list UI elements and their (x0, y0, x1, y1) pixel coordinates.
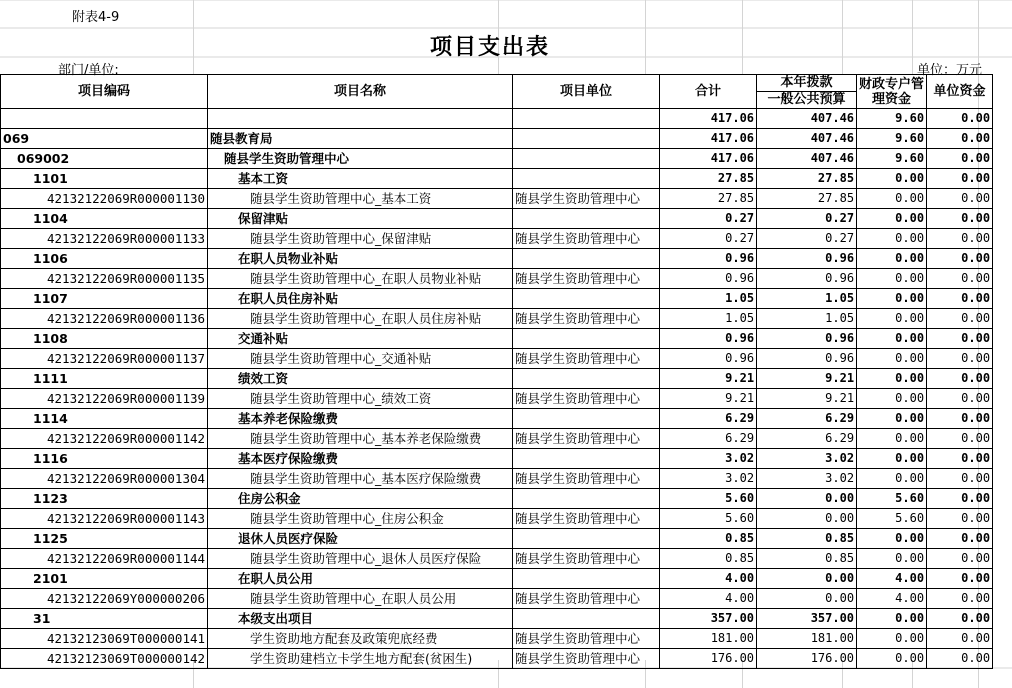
cell-unit-fund[interactable]: 0.00 (927, 329, 993, 349)
cell-unit[interactable] (513, 489, 660, 509)
cell-name[interactable]: 住房公积金 (208, 489, 513, 509)
cell-general-budget[interactable]: 0.00 (757, 509, 857, 529)
cell-special-fund[interactable]: 0.00 (857, 409, 927, 429)
cell-total[interactable]: 3.02 (660, 449, 757, 469)
table-row[interactable] (1, 269, 993, 289)
cell-unit-fund[interactable]: 0.00 (927, 589, 993, 609)
header-code[interactable]: 项目编码 (1, 75, 208, 109)
cell-unit-fund[interactable]: 0.00 (927, 249, 993, 269)
header-special-fund[interactable]: 财政专户管理资金 (857, 75, 927, 109)
cell-unit-fund[interactable]: 0.00 (927, 349, 993, 369)
table-row[interactable] (1, 649, 993, 669)
table-row[interactable] (1, 149, 993, 169)
cell-name[interactable]: 在职人员公用 (208, 569, 513, 589)
table-row[interactable] (1, 189, 993, 209)
cell-special-fund[interactable]: 0.00 (857, 429, 927, 449)
cell-general-budget[interactable]: 3.02 (757, 449, 857, 469)
cell-name[interactable]: 学生资助地方配套及政策兜底经费 (208, 629, 513, 649)
cell-unit[interactable]: 随县学生资助管理中心 (513, 589, 660, 609)
cell-unit[interactable] (513, 569, 660, 589)
cell-general-budget[interactable]: 181.00 (757, 629, 857, 649)
cell-total[interactable]: 9.21 (660, 389, 757, 409)
cell-unit[interactable] (513, 449, 660, 469)
table-row[interactable] (1, 409, 993, 429)
cell-total[interactable]: 5.60 (660, 489, 757, 509)
cell-name[interactable]: 随县学生资助管理中心_退休人员医疗保险 (208, 549, 513, 569)
cell-name[interactable]: 随县学生资助管理中心 (208, 149, 513, 169)
cell-code[interactable]: 42132122069R000001142 (1, 429, 208, 449)
department-label: 部门/单位: (58, 63, 119, 78)
cell-unit-fund[interactable]: 0.00 (927, 189, 993, 209)
cell-unit[interactable]: 随县学生资助管理中心 (513, 469, 660, 489)
cell-general-budget[interactable]: 0.00 (757, 589, 857, 609)
cell-code[interactable]: 2101 (1, 569, 208, 589)
cell-general-budget[interactable]: 407.46 (757, 149, 857, 169)
cell-unit-fund[interactable]: 0.00 (927, 469, 993, 489)
cell-special-fund[interactable]: 0.00 (857, 629, 927, 649)
cell-special-fund[interactable]: 0.00 (857, 549, 927, 569)
table-row[interactable] (1, 389, 993, 409)
cell-special-fund[interactable]: 4.00 (857, 569, 927, 589)
cell-general-budget[interactable]: 1.05 (757, 289, 857, 309)
attachment-label: 附表4-9 (72, 10, 120, 25)
cell-special-fund[interactable]: 0.00 (857, 189, 927, 209)
cell-general-budget[interactable]: 0.96 (757, 269, 857, 289)
cell-total[interactable]: 5.60 (660, 509, 757, 529)
cell-name[interactable] (208, 109, 513, 129)
expenditure-table (0, 74, 993, 669)
cell-unit-fund[interactable]: 0.00 (927, 229, 993, 249)
cell-special-fund[interactable]: 0.00 (857, 529, 927, 549)
cell-total[interactable]: 0.96 (660, 249, 757, 269)
cell-unit[interactable] (513, 109, 660, 129)
cell-unit[interactable] (513, 249, 660, 269)
cell-unit[interactable]: 随县学生资助管理中心 (513, 349, 660, 369)
table-row[interactable] (1, 109, 993, 129)
cell-unit[interactable]: 随县学生资助管理中心 (513, 389, 660, 409)
table-row[interactable] (1, 349, 993, 369)
cell-name[interactable]: 随县学生资助管理中心_交通补贴 (208, 349, 513, 369)
cell-general-budget[interactable]: 9.21 (757, 389, 857, 409)
table-row[interactable] (1, 569, 993, 589)
cell-unit[interactable] (513, 329, 660, 349)
cell-general-budget[interactable]: 0.96 (757, 329, 857, 349)
header-appropriation[interactable]: 本年拨款 (757, 75, 857, 92)
cell-unit-fund[interactable]: 0.00 (927, 129, 993, 149)
table-row[interactable] (1, 369, 993, 389)
cell-special-fund[interactable]: 0.00 (857, 449, 927, 469)
cell-unit-fund[interactable]: 0.00 (927, 289, 993, 309)
cell-total[interactable]: 176.00 (660, 649, 757, 669)
cell-unit[interactable]: 随县学生资助管理中心 (513, 629, 660, 649)
cell-name[interactable]: 本级支出项目 (208, 609, 513, 629)
cell-general-budget[interactable]: 6.29 (757, 409, 857, 429)
cell-general-budget[interactable]: 0.00 (757, 569, 857, 589)
cell-unit[interactable] (513, 129, 660, 149)
cell-code[interactable]: 42132122069R000001136 (1, 309, 208, 329)
cell-total[interactable]: 27.85 (660, 169, 757, 189)
table-row[interactable] (1, 529, 993, 549)
header-unit-fund[interactable]: 单位资金 (927, 75, 993, 109)
cell-code[interactable]: 1108 (1, 329, 208, 349)
cell-code[interactable]: 42132122069R000001139 (1, 389, 208, 409)
cell-total[interactable]: 357.00 (660, 609, 757, 629)
cell-code[interactable]: 42132122069R000001135 (1, 269, 208, 289)
table-row[interactable] (1, 629, 993, 649)
cell-code[interactable]: 1107 (1, 289, 208, 309)
table-row[interactable] (1, 589, 993, 609)
cell-code[interactable]: 42132122069Y000000206 (1, 589, 208, 609)
cell-unit-fund[interactable]: 0.00 (927, 409, 993, 429)
cell-unit[interactable] (513, 149, 660, 169)
cell-total[interactable]: 0.96 (660, 349, 757, 369)
cell-name[interactable]: 基本工资 (208, 169, 513, 189)
cell-code[interactable]: 069002 (1, 149, 208, 169)
cell-general-budget[interactable]: 3.02 (757, 469, 857, 489)
cell-special-fund[interactable]: 0.00 (857, 609, 927, 629)
cell-unit-fund[interactable]: 0.00 (927, 649, 993, 669)
cell-name[interactable]: 学生资助建档立卡学生地方配套(贫困生) (208, 649, 513, 669)
table-body (1, 109, 993, 669)
cell-unit-fund[interactable]: 0.00 (927, 429, 993, 449)
table-row[interactable] (1, 169, 993, 189)
cell-code[interactable]: 1101 (1, 169, 208, 189)
cell-special-fund[interactable]: 9.60 (857, 149, 927, 169)
cell-special-fund[interactable]: 0.00 (857, 249, 927, 269)
cell-unit-fund[interactable]: 0.00 (927, 509, 993, 529)
cell-total[interactable]: 27.85 (660, 189, 757, 209)
cell-code[interactable]: 1125 (1, 529, 208, 549)
cell-general-budget[interactable]: 357.00 (757, 609, 857, 629)
cell-unit[interactable]: 随县学生资助管理中心 (513, 549, 660, 569)
cell-unit[interactable] (513, 529, 660, 549)
cell-unit[interactable] (513, 289, 660, 309)
table-row[interactable] (1, 489, 993, 509)
cell-code[interactable]: 42132122069R000001144 (1, 549, 208, 569)
cell-total[interactable]: 9.21 (660, 369, 757, 389)
cell-unit[interactable] (513, 409, 660, 429)
table-row[interactable] (1, 449, 993, 469)
cell-unit-fund[interactable]: 0.00 (927, 489, 993, 509)
cell-unit-fund[interactable]: 0.00 (927, 569, 993, 589)
cell-general-budget[interactable]: 0.27 (757, 229, 857, 249)
cell-unit[interactable] (513, 369, 660, 389)
cell-general-budget[interactable]: 0.85 (757, 529, 857, 549)
cell-unit-fund[interactable]: 0.00 (927, 169, 993, 189)
cell-general-budget[interactable]: 0.27 (757, 209, 857, 229)
cell-total[interactable]: 417.06 (660, 149, 757, 169)
cell-name[interactable]: 随县学生资助管理中心_保留津贴 (208, 229, 513, 249)
cell-special-fund[interactable]: 0.00 (857, 289, 927, 309)
cell-unit-fund[interactable]: 0.00 (927, 309, 993, 329)
table-row[interactable] (1, 249, 993, 269)
cell-name[interactable]: 随县学生资助管理中心_在职人员住房补贴 (208, 309, 513, 329)
cell-total[interactable]: 417.06 (660, 129, 757, 149)
cell-total[interactable]: 4.00 (660, 589, 757, 609)
cell-name[interactable]: 随县学生资助管理中心_基本医疗保险缴费 (208, 469, 513, 489)
cell-name[interactable]: 交通补贴 (208, 329, 513, 349)
table-row[interactable] (1, 429, 993, 449)
cell-total[interactable]: 0.27 (660, 229, 757, 249)
cell-name[interactable]: 随县学生资助管理中心_绩效工资 (208, 389, 513, 409)
cell-code[interactable]: 1106 (1, 249, 208, 269)
cell-total[interactable]: 0.27 (660, 209, 757, 229)
cell-unit[interactable]: 随县学生资助管理中心 (513, 509, 660, 529)
cell-unit-fund[interactable]: 0.00 (927, 369, 993, 389)
cell-total[interactable]: 6.29 (660, 429, 757, 449)
cell-special-fund[interactable]: 0.00 (857, 209, 927, 229)
table-row[interactable] (1, 329, 993, 349)
cell-special-fund[interactable]: 5.60 (857, 489, 927, 509)
cell-name[interactable]: 基本医疗保险缴费 (208, 449, 513, 469)
page-title: 项目支出表 (429, 35, 550, 60)
cell-unit[interactable] (513, 169, 660, 189)
cell-name[interactable]: 基本养老保险缴费 (208, 409, 513, 429)
cell-general-budget[interactable]: 0.96 (757, 249, 857, 269)
table-row[interactable] (1, 309, 993, 329)
cell-special-fund[interactable]: 4.00 (857, 589, 927, 609)
cell-code[interactable]: 1114 (1, 409, 208, 429)
cell-general-budget[interactable]: 407.46 (757, 109, 857, 129)
cell-special-fund[interactable]: 0.00 (857, 389, 927, 409)
cell-special-fund[interactable]: 0.00 (857, 169, 927, 189)
cell-unit-fund[interactable]: 0.00 (927, 149, 993, 169)
table-row[interactable] (1, 509, 993, 529)
cell-code[interactable]: 42132122069R000001137 (1, 349, 208, 369)
cell-unit-fund[interactable]: 0.00 (927, 529, 993, 549)
cell-code[interactable]: 31 (1, 609, 208, 629)
cell-unit[interactable]: 随县学生资助管理中心 (513, 429, 660, 449)
cell-code[interactable]: 42132122069R000001143 (1, 509, 208, 529)
cell-name[interactable]: 在职人员住房补贴 (208, 289, 513, 309)
cell-general-budget[interactable]: 9.21 (757, 369, 857, 389)
cell-code[interactable]: 1104 (1, 209, 208, 229)
cell-total[interactable]: 1.05 (660, 289, 757, 309)
cell-general-budget[interactable]: 176.00 (757, 649, 857, 669)
cell-name[interactable]: 随县学生资助管理中心_住房公积金 (208, 509, 513, 529)
header-name[interactable]: 项目名称 (208, 75, 513, 109)
cell-general-budget[interactable]: 0.96 (757, 349, 857, 369)
cell-unit[interactable]: 随县学生资助管理中心 (513, 269, 660, 289)
cell-unit-fund[interactable]: 0.00 (927, 549, 993, 569)
cell-code[interactable]: 42132123069T000000141 (1, 629, 208, 649)
cell-general-budget[interactable]: 6.29 (757, 429, 857, 449)
cell-total[interactable]: 4.00 (660, 569, 757, 589)
cell-total[interactable]: 417.06 (660, 109, 757, 129)
unit-label: 单位：万元 (916, 63, 982, 78)
cell-total[interactable]: 3.02 (660, 469, 757, 489)
cell-general-budget[interactable]: 0.00 (757, 489, 857, 509)
cell-name[interactable]: 随县学生资助管理中心_在职人员公用 (208, 589, 513, 609)
cell-code[interactable]: 1116 (1, 449, 208, 469)
cell-total[interactable]: 6.29 (660, 409, 757, 429)
cell-general-budget[interactable]: 27.85 (757, 169, 857, 189)
table-row[interactable] (1, 289, 993, 309)
cell-unit[interactable]: 随县学生资助管理中心 (513, 189, 660, 209)
table-row[interactable] (1, 609, 993, 629)
cell-special-fund[interactable]: 5.60 (857, 509, 927, 529)
cell-code[interactable]: 1123 (1, 489, 208, 509)
cell-unit-fund[interactable]: 0.00 (927, 449, 993, 469)
header-total[interactable]: 合计 (660, 75, 757, 109)
table-row[interactable] (1, 469, 993, 489)
cell-special-fund[interactable]: 0.00 (857, 269, 927, 289)
cell-general-budget[interactable]: 407.46 (757, 129, 857, 149)
cell-name[interactable]: 随县学生资助管理中心_基本养老保险缴费 (208, 429, 513, 449)
cell-unit-fund[interactable]: 0.00 (927, 109, 993, 129)
cell-name[interactable]: 随县学生资助管理中心_基本工资 (208, 189, 513, 209)
cell-total[interactable]: 181.00 (660, 629, 757, 649)
cell-special-fund[interactable]: 0.00 (857, 649, 927, 669)
cell-code[interactable]: 42132122069R000001130 (1, 189, 208, 209)
cell-code[interactable] (1, 109, 208, 129)
header-unit[interactable]: 项目单位 (513, 75, 660, 109)
cell-name[interactable]: 退休人员医疗保险 (208, 529, 513, 549)
cell-name[interactable]: 绩效工资 (208, 369, 513, 389)
cell-name[interactable]: 随县学生资助管理中心_在职人员物业补贴 (208, 269, 513, 289)
cell-special-fund[interactable]: 0.00 (857, 369, 927, 389)
cell-unit[interactable] (513, 209, 660, 229)
table-row[interactable] (1, 209, 993, 229)
cell-unit-fund[interactable]: 0.00 (927, 389, 993, 409)
cell-unit-fund[interactable]: 0.00 (927, 209, 993, 229)
cell-unit[interactable] (513, 609, 660, 629)
cell-total[interactable]: 0.96 (660, 269, 757, 289)
table-row[interactable] (1, 129, 993, 149)
cell-code[interactable]: 42132122069R000001304 (1, 469, 208, 489)
cell-total[interactable]: 0.85 (660, 529, 757, 549)
cell-total[interactable]: 0.96 (660, 329, 757, 349)
cell-total[interactable]: 1.05 (660, 309, 757, 329)
cell-special-fund[interactable]: 9.60 (857, 129, 927, 149)
cell-unit[interactable]: 随县学生资助管理中心 (513, 309, 660, 329)
cell-special-fund[interactable]: 0.00 (857, 469, 927, 489)
cell-unit-fund[interactable]: 0.00 (927, 269, 993, 289)
cell-special-fund[interactable]: 0.00 (857, 329, 927, 349)
cell-code[interactable]: 1111 (1, 369, 208, 389)
cell-special-fund[interactable]: 0.00 (857, 229, 927, 249)
table-row[interactable] (1, 229, 993, 249)
cell-code[interactable]: 42132123069T000000142 (1, 649, 208, 669)
cell-general-budget[interactable]: 0.85 (757, 549, 857, 569)
cell-total[interactable]: 0.85 (660, 549, 757, 569)
header-general-budget[interactable]: 一般公共预算 (757, 92, 857, 109)
cell-general-budget[interactable]: 27.85 (757, 189, 857, 209)
cell-unit[interactable]: 随县学生资助管理中心 (513, 229, 660, 249)
table-row[interactable] (1, 549, 993, 569)
cell-name[interactable]: 在职人员物业补贴 (208, 249, 513, 269)
cell-unit[interactable]: 随县学生资助管理中心 (513, 649, 660, 669)
cell-special-fund[interactable]: 0.00 (857, 349, 927, 369)
cell-name[interactable]: 随县教育局 (208, 129, 513, 149)
cell-special-fund[interactable]: 9.60 (857, 109, 927, 129)
cell-general-budget[interactable]: 1.05 (757, 309, 857, 329)
cell-unit-fund[interactable]: 0.00 (927, 629, 993, 649)
cell-name[interactable]: 保留津贴 (208, 209, 513, 229)
cell-unit-fund[interactable]: 0.00 (927, 609, 993, 629)
cell-code[interactable]: 069 (1, 129, 208, 149)
cell-code[interactable]: 42132122069R000001133 (1, 229, 208, 249)
cell-special-fund[interactable]: 0.00 (857, 309, 927, 329)
